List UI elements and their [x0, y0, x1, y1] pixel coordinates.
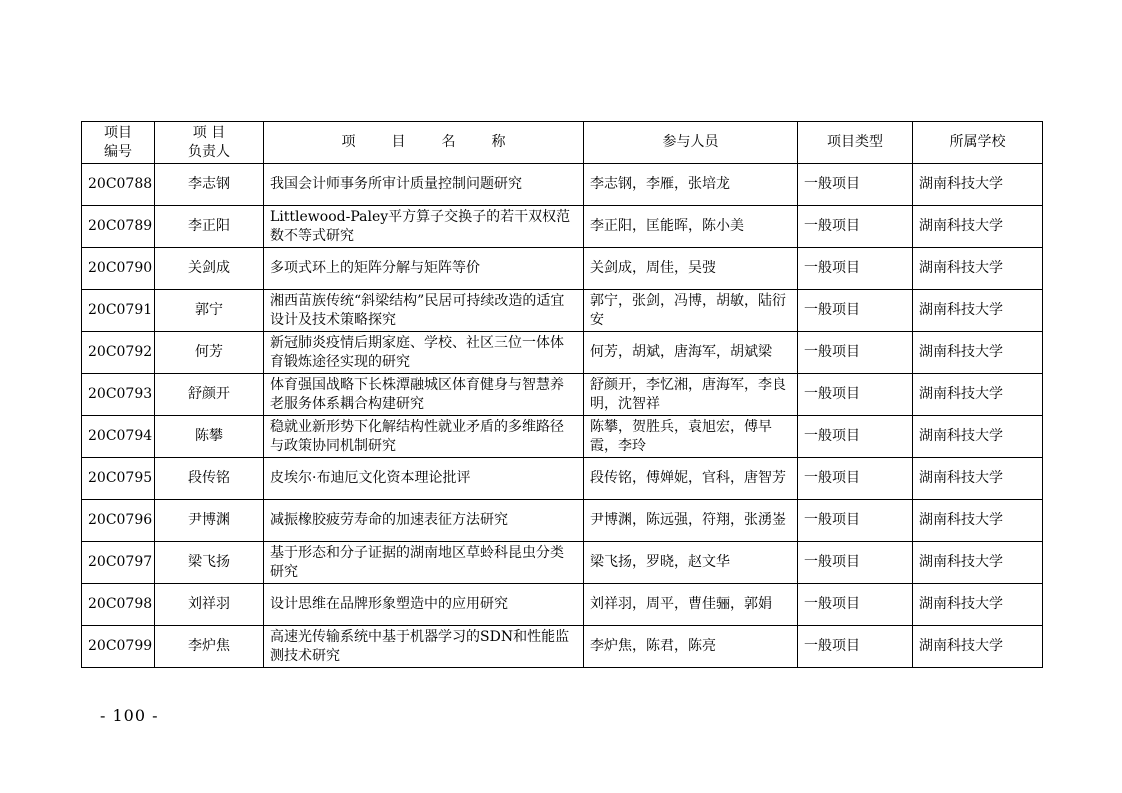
- header-school: 所属学校: [913, 122, 1043, 164]
- table-row: [82, 206, 1043, 248]
- cell-project-leader: 郭宁: [155, 290, 264, 332]
- cell-project-leader: 李志钢: [155, 164, 264, 206]
- table-row: [82, 332, 1043, 374]
- cell-school: 湖南科技大学: [913, 206, 1043, 248]
- table-row: [82, 458, 1043, 500]
- cell-school: 湖南科技大学: [913, 626, 1043, 668]
- page-number: - 100 -: [100, 706, 159, 725]
- cell-project-type: 一般项目: [798, 290, 913, 332]
- header-project-name: [264, 122, 584, 164]
- header-project-id: [82, 122, 155, 164]
- cell-project-id: 20C0791: [82, 290, 155, 332]
- cell-project-id: 20C0788: [82, 164, 155, 206]
- cell-project-type: 一般项目: [798, 164, 913, 206]
- cell-project-name: Littlewood-Paley平方算子交换子的若干双权范数不等式研究: [264, 206, 584, 248]
- cell-project-id: 20C0796: [82, 500, 155, 542]
- cell-school: 湖南科技大学: [913, 374, 1043, 416]
- cell-project-name: 减振橡胶疲劳寿命的加速表征方法研究: [264, 500, 584, 542]
- cell-project-type: 一般项目: [798, 206, 913, 248]
- cell-project-name: 稳就业新形势下化解结构性就业矛盾的多维路径与政策协同机制研究: [264, 416, 584, 458]
- cell-project-type: 一般项目: [798, 542, 913, 584]
- cell-participants: 陈攀，贺胜兵，袁旭宏，傅早霞，李玲: [584, 416, 798, 458]
- cell-participants: 梁飞扬，罗晓，赵文华: [584, 542, 798, 584]
- header-project-leader: [155, 122, 264, 164]
- table-row: [82, 500, 1043, 542]
- cell-project-leader: 何芳: [155, 332, 264, 374]
- cell-project-id: 20C0792: [82, 332, 155, 374]
- cell-project-type: 一般项目: [798, 584, 913, 626]
- cell-school: 湖南科技大学: [913, 290, 1043, 332]
- cell-project-name: 皮埃尔·布迪厄文化资本理论批评: [264, 458, 584, 500]
- cell-participants: 李炉焦，陈君，陈亮: [584, 626, 798, 668]
- cell-school: 湖南科技大学: [913, 248, 1043, 290]
- cell-school: 湖南科技大学: [913, 458, 1043, 500]
- cell-project-name: 我国会计师事务所审计质量控制问题研究: [264, 164, 584, 206]
- cell-project-id: 20C0793: [82, 374, 155, 416]
- cell-participants: 关剑成，周佳，吴弢: [584, 248, 798, 290]
- header-project-name-char: 称: [491, 134, 506, 150]
- header-project-name-char: 项: [341, 134, 356, 150]
- cell-project-id: 20C0790: [82, 248, 155, 290]
- cell-participants: 尹博渊，陈远强，符翔，张湧崟: [584, 500, 798, 542]
- cell-school: 湖南科技大学: [913, 164, 1043, 206]
- cell-project-leader: 尹博渊: [155, 500, 264, 542]
- cell-project-leader: 刘祥羽: [155, 584, 264, 626]
- header-project-leader-label: 项 目 负责人: [188, 124, 230, 160]
- cell-project-leader: 李炉焦: [155, 626, 264, 668]
- table-row: [82, 164, 1043, 206]
- cell-project-leader: 梁飞扬: [155, 542, 264, 584]
- header-project-name-char: 名: [441, 134, 456, 150]
- cell-school: 湖南科技大学: [913, 584, 1043, 626]
- cell-project-name: 设计思维在品牌形象塑造中的应用研究: [264, 584, 584, 626]
- cell-project-type: 一般项目: [798, 626, 913, 668]
- table-row: [82, 374, 1043, 416]
- cell-project-name: 多项式环上的矩阵分解与矩阵等价: [264, 248, 584, 290]
- table-row: [82, 290, 1043, 332]
- cell-project-id: 20C0797: [82, 542, 155, 584]
- table-row: [82, 626, 1043, 668]
- cell-project-type: 一般项目: [798, 458, 913, 500]
- cell-project-name: 湘西苗族传统“斜梁结构”民居可持续改造的适宜设计及技术策略探究: [264, 290, 584, 332]
- cell-participants: 李正阳，匡能晖，陈小美: [584, 206, 798, 248]
- cell-project-leader: 李正阳: [155, 206, 264, 248]
- table-row: [82, 416, 1043, 458]
- header-project-type: 项目类型: [798, 122, 913, 164]
- cell-project-leader: 关剑成: [155, 248, 264, 290]
- header-participants: 参与人员: [584, 122, 798, 164]
- cell-project-id: 20C0795: [82, 458, 155, 500]
- cell-participants: 段传铭，傅婵妮，官科，唐智芳: [584, 458, 798, 500]
- cell-project-type: 一般项目: [798, 416, 913, 458]
- cell-project-name: 新冠肺炎疫情后期家庭、学校、社区三位一体体育锻炼途径实现的研究: [264, 332, 584, 374]
- cell-participants: 刘祥羽，周平，曹佳骊，郭娟: [584, 584, 798, 626]
- cell-project-type: 一般项目: [798, 248, 913, 290]
- cell-project-leader: 舒颜开: [155, 374, 264, 416]
- cell-school: 湖南科技大学: [913, 500, 1043, 542]
- cell-project-id: 20C0789: [82, 206, 155, 248]
- table-row: [82, 248, 1043, 290]
- cell-school: 湖南科技大学: [913, 416, 1043, 458]
- cell-project-leader: 陈攀: [155, 416, 264, 458]
- table-row: [82, 542, 1043, 584]
- cell-school: 湖南科技大学: [913, 332, 1043, 374]
- cell-participants: 何芳，胡斌，唐海军，胡斌梁: [584, 332, 798, 374]
- cell-project-leader: 段传铭: [155, 458, 264, 500]
- cell-project-name: 基于形态和分子证据的湖南地区草蛉科昆虫分类研究: [264, 542, 584, 584]
- cell-project-type: 一般项目: [798, 332, 913, 374]
- cell-project-id: 20C0794: [82, 416, 155, 458]
- header-project-name-char: 目: [391, 134, 406, 150]
- table-row: [82, 584, 1043, 626]
- cell-participants: 李志钢，李雁，张培龙: [584, 164, 798, 206]
- cell-project-id: 20C0798: [82, 584, 155, 626]
- table-header-row: [82, 122, 1043, 164]
- cell-project-id: 20C0799: [82, 626, 155, 668]
- cell-project-type: 一般项目: [798, 500, 913, 542]
- header-project-id-label: 项目 编号: [104, 124, 132, 160]
- cell-project-name: 高速光传输系统中基于机器学习的SDN和性能监测技术研究: [264, 626, 584, 668]
- cell-project-type: 一般项目: [798, 374, 913, 416]
- project-table: [81, 121, 1043, 668]
- cell-participants: 郭宁，张剑，冯博，胡敏，陆衍安: [584, 290, 798, 332]
- cell-participants: 舒颜开，李忆湘，唐海军，李良明，沈智祥: [584, 374, 798, 416]
- cell-project-name: 体育强国战略下长株潭融城区体育健身与智慧养老服务体系耦合构建研究: [264, 374, 584, 416]
- cell-school: 湖南科技大学: [913, 542, 1043, 584]
